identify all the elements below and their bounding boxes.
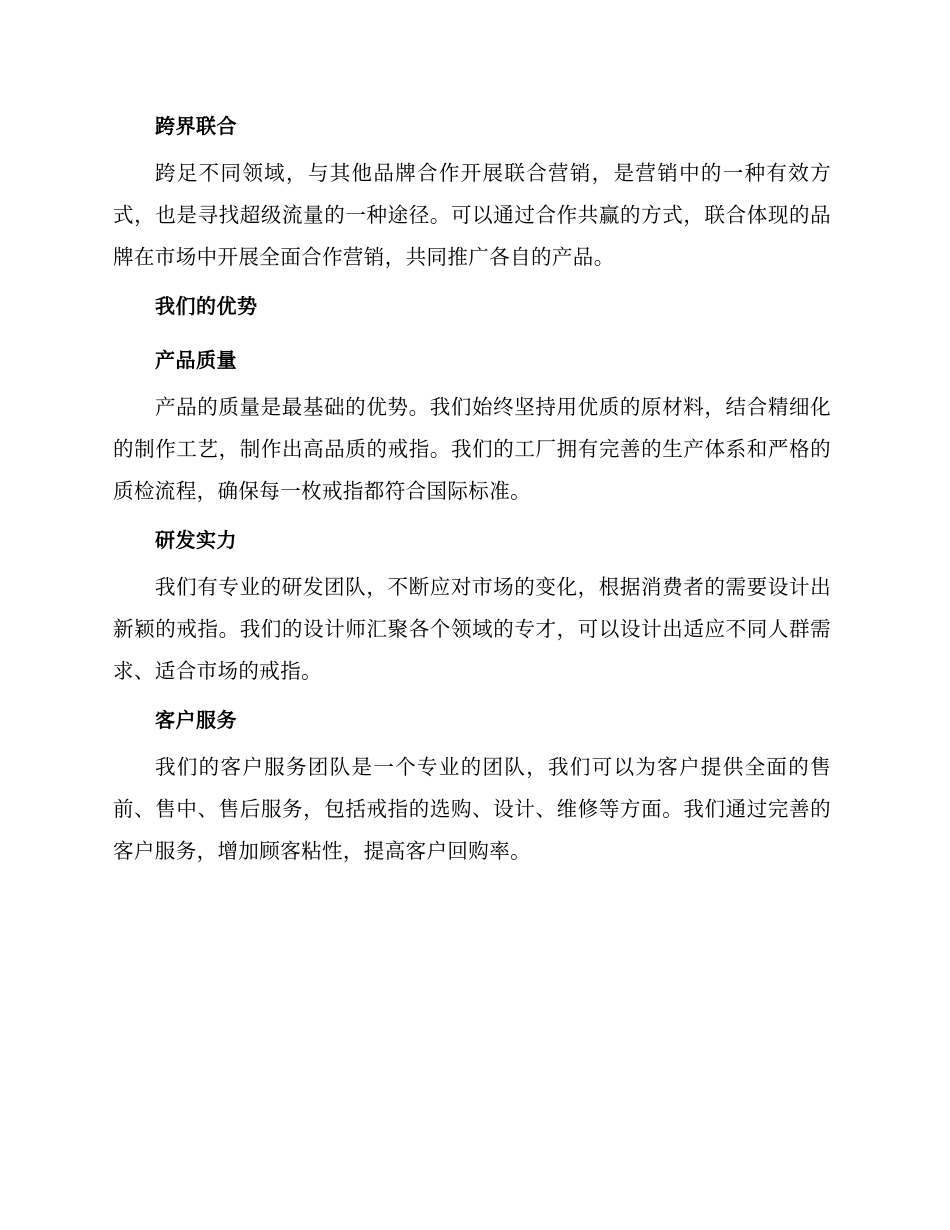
section-paragraph-rd-strength: 我们有专业的研发团队，不断应对市场的变化，根据消费者的需要设计出新颖的戒指。我们的设计师汇聚各个领域的专才，可以设计出适应不同人群需求、适合市场的戒指。 [113, 575, 831, 683]
document-page [113, 110, 831, 872]
section-heading-customer-service: 客户服务 [155, 708, 237, 732]
section-heading-rd-strength: 研发实力 [155, 528, 237, 552]
section-heading-our-advantages: 我们的优势 [155, 294, 258, 318]
section-heading-cross-border: 跨界联合 [155, 114, 237, 138]
section-paragraph-product-quality: 产品的质量是最基础的优势。我们始终坚持用优质的原材料，结合精细化的制作工艺，制作出高品质的戒指。我们的工厂拥有完善的生产体系和严格的质检流程，确保每一枚戒指都符合国际标准。 [113, 395, 831, 503]
section-heading-product-quality: 产品质量 [155, 348, 237, 372]
section-paragraph-customer-service: 我们的客户服务团队是一个专业的团队，我们可以为客户提供全面的售前、售中、售后服务，包括戒指的选购、设计、维修等方面。我们通过完善的客户服务，增加顾客粘性，提高客户回购率。 [113, 755, 831, 863]
section-paragraph-cross-border: 跨足不同领域，与其他品牌合作开展联合营销，是营销中的一种有效方式，也是寻找超级流量的一种途径。可以通过合作共赢的方式，联合体现的品牌在市场中开展全面合作营销，共同推广各自的产品。 [113, 161, 831, 269]
